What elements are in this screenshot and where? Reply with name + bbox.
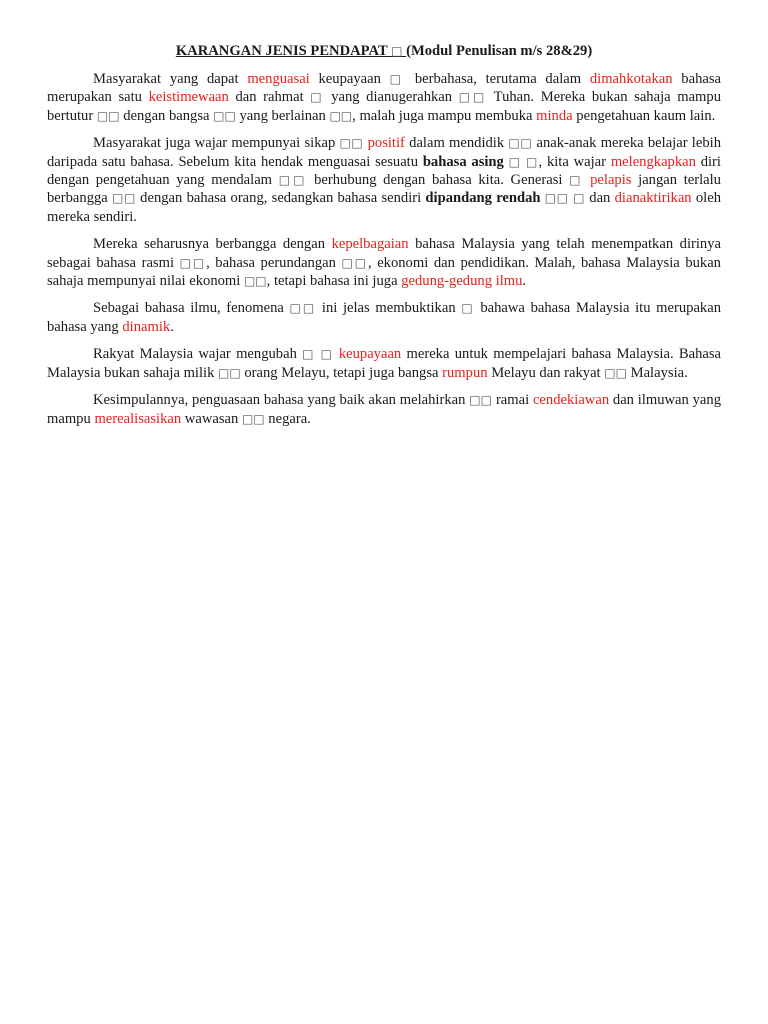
highlighted-word: menguasai <box>247 71 310 87</box>
text-run: dengan bahasa orang, sedangkan bahasa sendiri <box>135 190 426 207</box>
highlighted-word: gedung-gedung ilmu <box>401 273 523 290</box>
text-run: bahawa bahasa Malaysia itu merupakan bahasa yang <box>47 300 722 335</box>
highlighted-word: merealisasikan <box>94 410 182 427</box>
text-run: Melayu dan rakyat <box>487 364 605 381</box>
text-run: Sebagai bahasa ilmu, fenomena <box>93 300 290 317</box>
text-run: ini jelas membuktikan <box>316 300 462 317</box>
text-run: , ekonomi dan pendidikan. Malah, bahasa Malaysia bukan sahaja mempunyai nilai ekonomi <box>47 254 721 290</box>
title-main: KARANGAN JENIS PENDAPAT □ <box>175 43 403 59</box>
text-run: ramai <box>492 392 533 409</box>
text-run: Rakyat Malaysia wajar mengubah <box>93 346 303 363</box>
text-run: jangan terlalu berbangga <box>47 172 721 207</box>
highlighted-word: melengkapkan <box>610 153 696 170</box>
placeholder-glyph: □ <box>389 72 407 86</box>
text-run: dan <box>585 190 615 207</box>
placeholder-glyph: □ □ <box>302 347 334 362</box>
text-run: berbahasa, terutama dalam <box>406 71 590 87</box>
text-run: negara. <box>264 410 311 427</box>
placeholder-glyph: □□ <box>339 136 364 151</box>
paragraph <box>47 345 721 382</box>
title-placeholder-glyph: □ <box>391 44 403 58</box>
text-run: . <box>170 318 174 335</box>
placeholder-glyph: □□ <box>96 108 120 123</box>
text-run: Tuhan. Mereka bukan sahaja mampu bertutur <box>47 89 721 124</box>
placeholder-glyph: □□ <box>243 274 267 289</box>
placeholder-glyph: □ □ <box>508 154 539 169</box>
text-run: oleh mereka sendiri. <box>47 190 721 225</box>
text-run: . <box>522 273 527 290</box>
text-run: dalam mendidik <box>404 135 509 152</box>
placeholder-glyph: □ <box>461 301 475 316</box>
text-run: Mereka seharusnya berbangga dengan <box>93 236 332 253</box>
text-run: orang Melayu, tetapi juga bangsa <box>240 364 443 381</box>
paragraph <box>47 134 721 226</box>
placeholder-glyph: □□ <box>458 90 488 105</box>
text-run: pengetahuan kaum lain. <box>572 107 716 124</box>
text-run: diri dengan pengetahuan yang mendalam <box>47 153 721 189</box>
text-run: bahasa merupakan satu <box>47 71 722 106</box>
highlighted-word: dinamik <box>122 318 171 335</box>
placeholder-glyph: □□ <box>604 365 627 380</box>
highlighted-word: positif <box>367 135 405 152</box>
placeholder-glyph: □□ <box>341 255 368 270</box>
bold-phrase: bahasa asing <box>422 153 504 170</box>
document-body <box>47 70 721 428</box>
highlighted-word: dimahkotakan <box>589 71 673 87</box>
highlighted-word: dianaktirikan <box>614 190 692 207</box>
highlighted-word: pelapis <box>590 172 632 189</box>
highlighted-word: keupayaan <box>338 346 402 363</box>
highlighted-word: cendekiawan <box>532 392 610 409</box>
text-run: dengan bangsa <box>119 107 214 124</box>
placeholder-glyph: □□ <box>469 393 493 408</box>
placeholder-glyph: □□ <box>278 173 308 188</box>
text-run: bahasa Malaysia yang telah menempatkan dirinya sebagai bahasa rasmi <box>47 236 722 271</box>
placeholder-glyph: □□ <box>218 365 241 380</box>
placeholder-glyph: □ <box>310 90 325 105</box>
text-run: dan ilmuwan yang mampu <box>47 392 721 427</box>
placeholder-glyph: □□ <box>329 108 353 123</box>
text-run: berhubung dengan bahasa kita. Generasi <box>307 172 570 189</box>
placeholder-glyph: □□ <box>241 411 265 426</box>
title-subtitle: (Modul Penulisan m/s 28&29) <box>406 43 593 59</box>
placeholder-glyph: □□ <box>213 108 236 123</box>
placeholder-glyph: □□ <box>289 301 317 316</box>
document-title <box>47 42 721 60</box>
text-run: yang berlainan <box>235 107 330 124</box>
text-run: Masyarakat yang dapat <box>93 71 248 87</box>
placeholder-glyph: □□ <box>179 255 207 270</box>
placeholder-glyph: □□ <box>508 136 533 151</box>
paragraph <box>47 299 721 336</box>
paragraph <box>47 235 721 290</box>
text-run: , malah juga mampu membuka <box>352 107 537 124</box>
highlighted-word: minda <box>536 107 573 124</box>
text-run: dan rahmat <box>228 89 311 106</box>
text-run: keupayaan <box>309 71 390 87</box>
placeholder-glyph: □□ <box>112 191 136 206</box>
placeholder-glyph: □ <box>569 173 584 188</box>
text-run: yang dianugerahkan <box>324 89 459 106</box>
highlighted-word: kepelbagaian <box>331 236 409 253</box>
highlighted-word: keistimewaan <box>148 89 229 106</box>
text-run: anak-anak mereka belajar lebih daripada satu bahasa. Sebelum kita hendak menguasai sesuatu <box>47 135 721 170</box>
paragraph <box>47 391 721 428</box>
text-run: , bahasa perundangan <box>206 254 342 271</box>
highlighted-word: rumpun <box>442 364 488 381</box>
bold-phrase: dipandang rendah <box>425 190 541 207</box>
text-run: wawasan <box>181 410 242 427</box>
text-run: , tetapi bahasa ini juga <box>266 273 402 290</box>
text-run: mereka untuk mempelajari bahasa Malaysia. Bahasa Malaysia bukan sahaja milik <box>47 346 722 381</box>
text-run: , kita wajar <box>538 153 611 170</box>
text-run: Kesimpulannya, penguasaan bahasa yang baik akan melahirkan <box>93 392 470 409</box>
text-run: Malaysia. <box>626 364 688 381</box>
paragraph <box>47 70 721 125</box>
placeholder-glyph: □□ □ <box>544 191 586 206</box>
text-run: Masyarakat juga wajar mempunyai sikap <box>93 135 340 152</box>
